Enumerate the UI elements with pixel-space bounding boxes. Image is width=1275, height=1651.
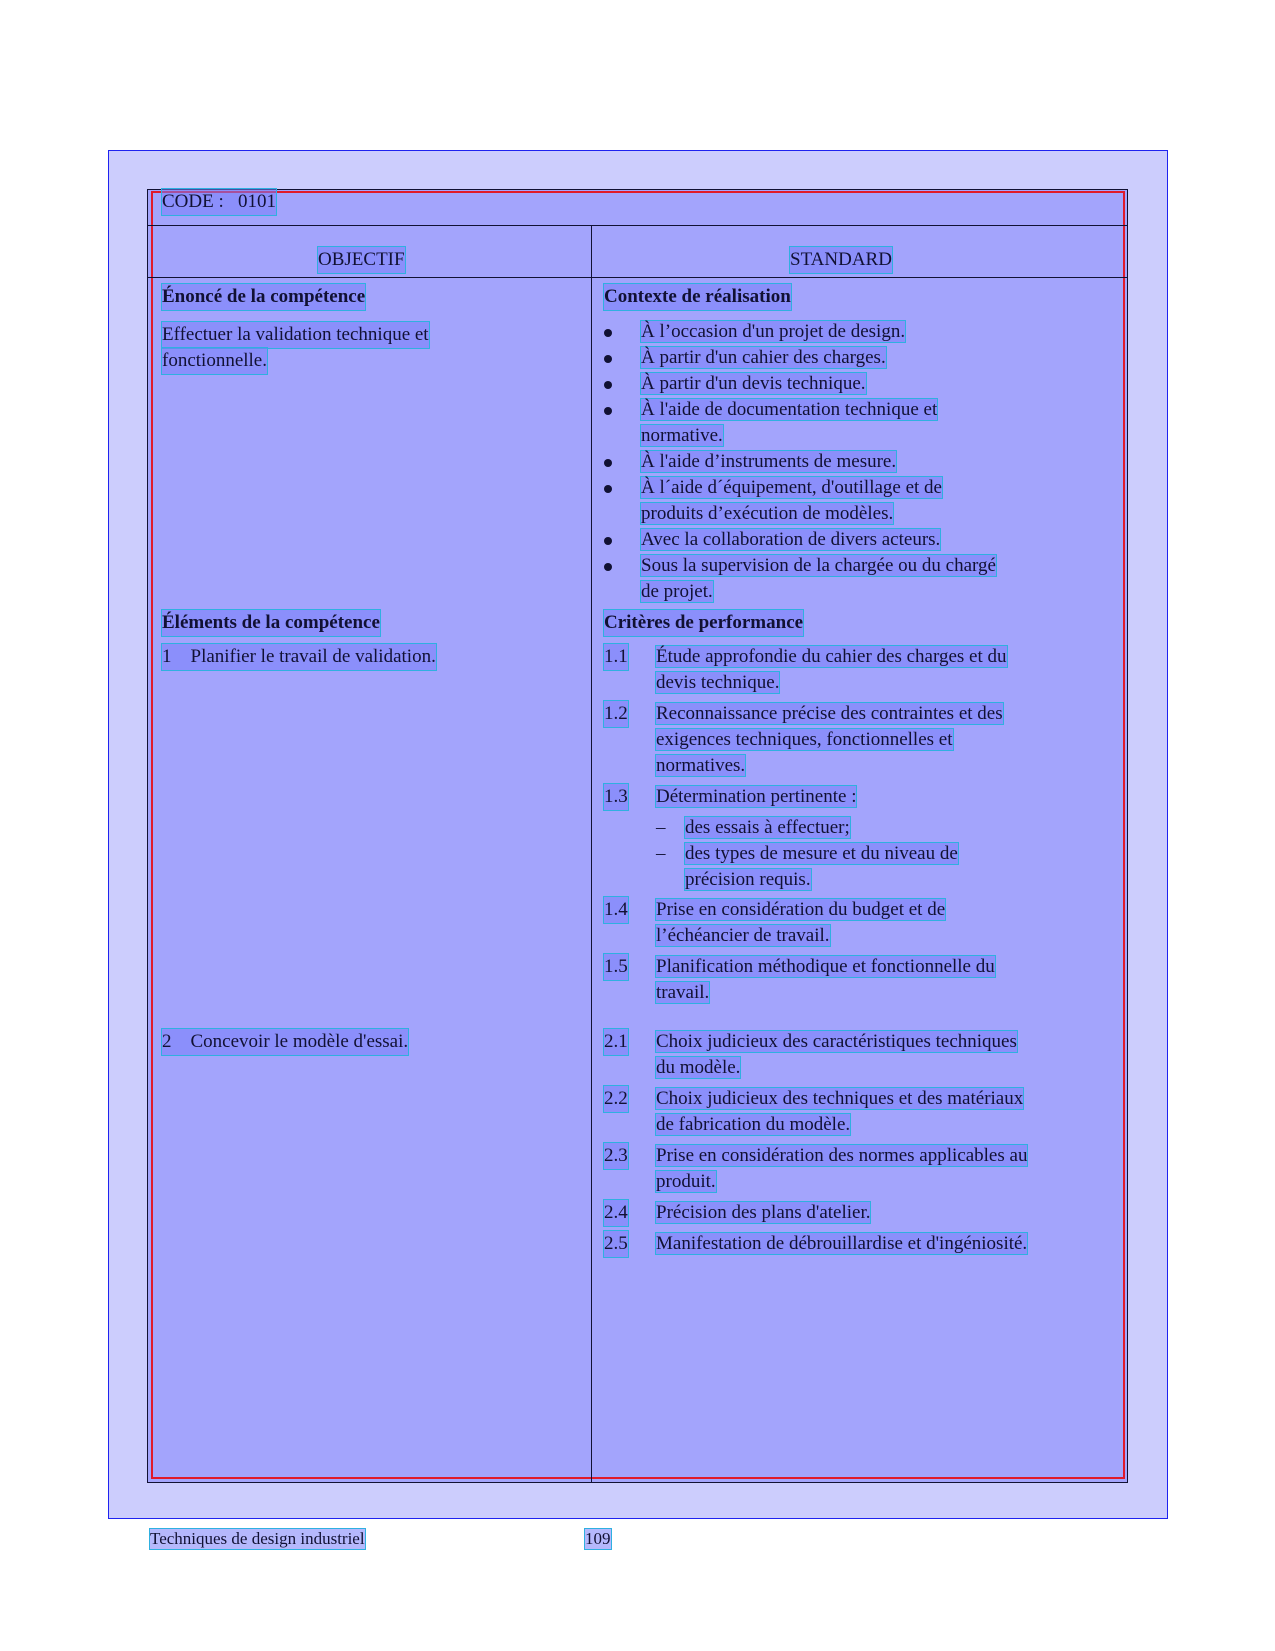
criteres-group-1: [604, 644, 1124, 1011]
contexte-list: [604, 319, 1104, 605]
criterion-text: Étude approfondie du cahier des charges et du: [656, 646, 1007, 667]
criterion-1-4: [604, 897, 1124, 949]
criterion-1-3: [604, 784, 1124, 810]
criterion-number: 1.5: [604, 954, 628, 980]
contexte-item-text: À l´aide d´équipement, d'outillage et de: [641, 477, 942, 498]
dash-icon: –: [656, 843, 666, 864]
criterion-text: Prise en considération du budget et de: [656, 899, 946, 920]
criterion-number: 2.2: [604, 1086, 628, 1112]
code-value: 0101: [238, 191, 276, 212]
criterion-text: de fabrication du modèle.: [656, 1114, 851, 1135]
bullet-icon: [604, 459, 612, 467]
contexte-item-text: À l'aide de documentation technique et: [641, 399, 938, 420]
criterion-text: Choix judicieux des techniques et des matériaux: [656, 1088, 1024, 1109]
criteres-title: Critères de performance: [604, 610, 803, 636]
contexte-item-text: Sous la supervision de la chargée ou du chargé: [641, 555, 996, 576]
criterion-number: 1.3: [604, 784, 628, 810]
enonce-title: Énoncé de la compétence: [162, 284, 365, 310]
criterion-2-1: [604, 1029, 1124, 1081]
subitem-text: précision requis.: [685, 869, 811, 890]
contexte-item-text: À l’occasion d'un projet de design.: [641, 321, 906, 342]
bullet-icon: [604, 485, 612, 493]
contexte-item: [604, 371, 1104, 397]
criterion-text: Prise en considération des normes applicables au: [656, 1145, 1028, 1166]
criterion-text: Reconnaissance précise des contraintes et des: [656, 703, 1003, 724]
bullet-icon: [604, 329, 612, 337]
criterion-number: 2.1: [604, 1029, 628, 1055]
criterion-text: normatives.: [656, 755, 746, 776]
contexte-item: [604, 527, 1104, 553]
criterion-text: devis technique.: [656, 672, 780, 693]
code-row-divider: [147, 225, 1128, 226]
criterion-2-2: [604, 1086, 1124, 1138]
criterion-1-5: [604, 954, 1124, 1006]
contexte-item: [604, 475, 1104, 527]
element-2: [162, 1029, 408, 1055]
criterion-text: Précision des plans d'atelier.: [656, 1202, 871, 1223]
element-number: 2: [162, 1031, 172, 1052]
criterion-text: du modèle.: [656, 1057, 741, 1078]
criterion-1-3-subitem: [604, 815, 1124, 841]
bullet-icon: [604, 537, 612, 545]
contexte-item-text: À partir d'un devis technique.: [641, 373, 866, 394]
footer-page-number: 109: [585, 1529, 611, 1548]
criterion-1-2: [604, 701, 1124, 779]
criteres-group-2: [604, 1029, 1124, 1262]
objectif-header: OBJECTIF: [318, 247, 405, 273]
criterion-text: Manifestation de débrouillardise et d'ingéniosité.: [656, 1233, 1028, 1254]
contexte-item-text: Avec la collaboration de divers acteurs.: [641, 529, 941, 550]
criterion-text: exigences techniques, fonctionnelles et: [656, 729, 953, 750]
enonce-text-line1: Effectuer la validation technique et: [162, 322, 429, 348]
criterion-text: produit.: [656, 1171, 716, 1192]
bullet-icon: [604, 407, 612, 415]
dash-icon: –: [656, 817, 666, 838]
criterion-text: Détermination pertinente :: [656, 786, 857, 807]
contexte-title: Contexte de réalisation: [604, 284, 791, 310]
contexte-item-text: produits d’exécution de modèles.: [641, 503, 894, 524]
contexte-item: [604, 397, 1104, 449]
subitem-text: des types de mesure et du niveau de: [685, 843, 958, 864]
element-1: [162, 644, 436, 670]
criterion-1-1: [604, 644, 1124, 696]
contexte-item-text: de projet.: [641, 581, 713, 602]
footer-program: Techniques de design industriel: [150, 1529, 365, 1548]
criterion-text: l’échéancier de travail.: [656, 925, 830, 946]
criterion-2-4: [604, 1200, 1124, 1226]
criterion-number: 2.5: [604, 1231, 628, 1257]
elements-title: Éléments de la compétence: [162, 610, 380, 636]
column-divider: [591, 225, 592, 1483]
code-line: [162, 189, 276, 215]
bullet-icon: [604, 355, 612, 363]
standard-header: STANDARD: [790, 247, 892, 273]
contexte-item: [604, 553, 1104, 605]
element-number: 1: [162, 646, 172, 667]
contexte-item-text: À l'aide d’instruments de mesure.: [641, 451, 897, 472]
enonce-text-line2: fonctionnelle.: [162, 348, 267, 374]
bullet-icon: [604, 381, 612, 389]
contexte-item-text: À partir d'un cahier des charges.: [641, 347, 886, 368]
criterion-1-3-subitem: [604, 841, 1124, 893]
code-label: CODE :: [162, 191, 224, 212]
element-label: Planifier le travail de validation.: [190, 646, 436, 667]
criterion-number: 1.1: [604, 644, 628, 670]
criterion-number: 2.3: [604, 1143, 628, 1169]
criterion-2-5: [604, 1231, 1124, 1257]
criterion-2-3: [604, 1143, 1124, 1195]
element-label: Concevoir le modèle d'essai.: [190, 1031, 409, 1052]
bullet-icon: [604, 563, 612, 571]
contexte-item: [604, 449, 1104, 475]
criterion-number: 1.2: [604, 701, 628, 727]
criterion-number: 1.4: [604, 897, 628, 923]
header-row-divider: [147, 277, 1128, 278]
contexte-item-text: normative.: [641, 425, 723, 446]
criterion-text: Planification méthodique et fonctionnelle du: [656, 956, 995, 977]
criterion-text: Choix judicieux des caractéristiques techniques: [656, 1031, 1017, 1052]
subitem-text: des essais à effectuer;: [685, 817, 850, 838]
contexte-item: [604, 319, 1104, 345]
criterion-number: 2.4: [604, 1200, 628, 1226]
contexte-item: [604, 345, 1104, 371]
criterion-text: travail.: [656, 982, 710, 1003]
